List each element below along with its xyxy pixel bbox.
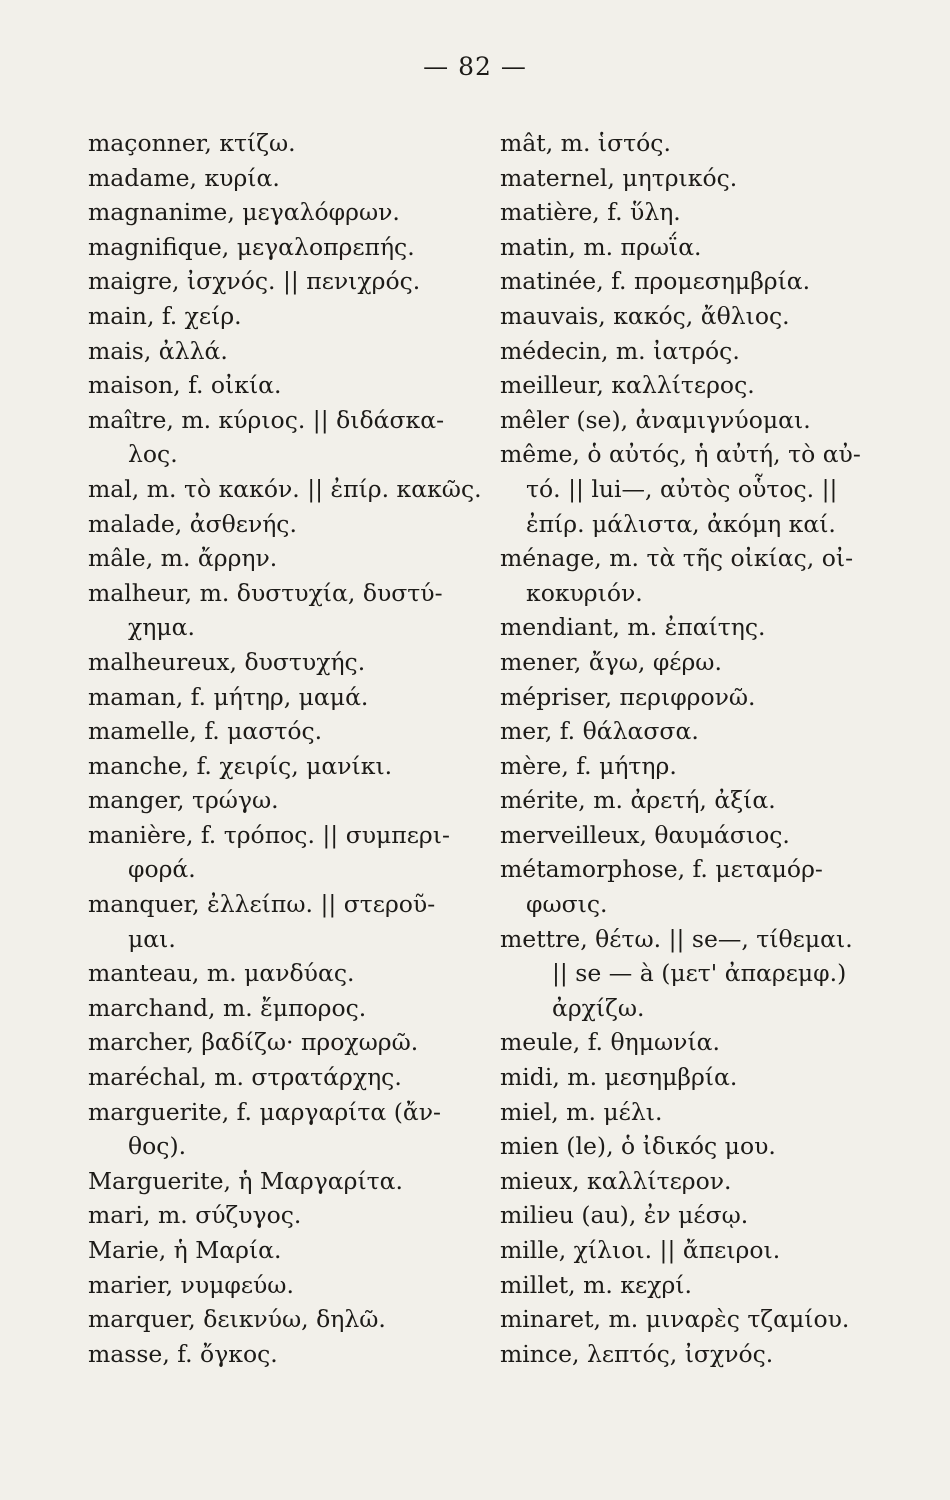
dictionary-entry-continuation: θος).	[128, 1132, 187, 1161]
dictionary-entry: mépriser, περιφρονῶ.	[500, 682, 756, 711]
dictionary-entry: marcher, βαδίζω· προχωρῶ.	[88, 1028, 419, 1057]
dictionary-entry: maître, m. κύριος. || διδάσκα-	[88, 405, 445, 434]
dictionary-entry: meule, f. θημωνία.	[500, 1028, 720, 1057]
dictionary-entry: matinée, f. προμεσημβρία.	[500, 267, 811, 296]
dictionary-entry: mât, m. ἱστός.	[500, 129, 671, 157]
right-column	[500, 126, 920, 1371]
dictionary-entry-continuation: κοκυριόν.	[526, 578, 643, 607]
dictionary-entry-continuation: φορά.	[128, 855, 196, 884]
dictionary-entry: maternel, μητρικός.	[500, 163, 738, 192]
dictionary-entry: mener, ἄγω, φέρω.	[500, 647, 722, 676]
dictionary-entry: matin, m. πρωΐα.	[500, 232, 702, 261]
dictionary-entry: maman, f. μήτηρ, μαμά.	[88, 682, 369, 711]
dictionary-entry: manger, τρώγω.	[88, 786, 279, 815]
dictionary-entry: manquer, ἐλλείπω. || στεροῦ-	[88, 890, 436, 919]
dictionary-entry: midi, m. μεσημβρία.	[500, 1063, 738, 1092]
dictionary-entry: matière, f. ὕλη.	[500, 198, 681, 227]
dictionary-entry: mettre, θέτω. || se—, τίθεμαι.	[500, 924, 853, 953]
dictionary-entry: mâle, m. ἄρρην.	[88, 544, 278, 573]
dictionary-entry: mince, λεπτός, ἰσχνός.	[500, 1339, 774, 1368]
dictionary-entry: mauvais, κακός, ἄθλιος.	[500, 301, 790, 330]
dictionary-entry: manteau, m. μανδύας.	[88, 959, 355, 988]
dictionary-entry: mari, m. σύζυγος.	[88, 1201, 302, 1230]
dictionary-entry: manière, f. τρόπος. || συμπερι-	[88, 820, 450, 849]
dictionary-entry: mieux, καλλίτερον.	[500, 1166, 732, 1195]
dictionary-entry: mendiant, m. ἐπαίτης.	[500, 613, 766, 642]
dictionary-entry: malade, ἀσθενής.	[88, 509, 297, 538]
dictionary-entry: Marguerite, ἡ Μαργαρίτα.	[88, 1166, 404, 1195]
dictionary-entry-continuation: μαι.	[128, 924, 176, 953]
dictionary-entry: malheur, m. δυστυχία, δυστύ-	[88, 578, 443, 607]
dictionary-entry: manche, f. χειρίς, μανίκι.	[88, 751, 393, 780]
dictionary-entry: marier, νυμφεύω.	[88, 1270, 294, 1299]
dictionary-entry: minaret, m. μιναρὲς τζαμίου.	[500, 1305, 850, 1334]
dictionary-entry: mêler (se), ἀναμιγνύομαι.	[500, 405, 811, 434]
dictionary-entry: marquer, δεικνύω, δηλῶ.	[88, 1305, 386, 1334]
dictionary-entry: mille, χίλιοι. || ἄπειροι.	[500, 1236, 781, 1264]
left-column	[88, 126, 493, 1371]
page-number: — 82 —	[423, 52, 527, 81]
dictionary-entry-continuation: χημα.	[128, 613, 195, 642]
dictionary-entry: meilleur, καλλίτερος.	[500, 371, 755, 400]
dictionary-entry: médecin, m. ἰατρός.	[500, 336, 740, 365]
dictionary-entry: même, ὁ αὐτός, ἡ αὐτή, τὸ αὐ-	[500, 440, 861, 469]
dictionary-entry-continuation: τό. || lui—, αὐτὸς οὗτος. ||	[526, 474, 838, 503]
dictionary-entry: métamorphose, f. μεταμόρ-	[500, 855, 823, 884]
dictionary-entry-continuation: λος.	[128, 440, 178, 469]
dictionary-entry: mamelle, f. μαστός.	[88, 717, 323, 746]
dictionary-entry: marchand, m. ἔμπορος.	[88, 993, 367, 1022]
dictionary-entry: marguerite, f. μαργαρίτα (ἄν-	[88, 1097, 441, 1126]
dictionary-entry: milieu (au), ἐν μέσῳ.	[500, 1201, 749, 1230]
dictionary-entry: main, f. χείρ.	[88, 301, 242, 330]
dictionary-entry: madame, κυρία.	[88, 163, 280, 192]
dictionary-entry: maçonner, κτίζω.	[88, 129, 296, 157]
dictionary-entry: mal, m. τὸ κακόν. || ἐπίρ. κακῶς.	[88, 474, 482, 503]
dictionary-entry: maigre, ἰσχνός. || πενιχρός.	[88, 267, 421, 296]
dictionary-entry: miel, m. μέλι.	[500, 1097, 663, 1126]
dictionary-entry: Marie, ἡ Μαρία.	[88, 1236, 282, 1264]
dictionary-entry: mérite, m. ἀρετή, ἀξία.	[500, 786, 776, 815]
dictionary-entry: mer, f. θάλασσα.	[500, 717, 699, 746]
dictionary-entry: magnanime, μεγαλόφρων.	[88, 198, 400, 227]
dictionary-entry: maréchal, m. στρατάρχης.	[88, 1063, 402, 1092]
dictionary-entry: merveilleux, θαυμάσιος.	[500, 820, 790, 849]
dictionary-entry-continuation: ἐπίρ. μάλιστα, ἀκόμη καί.	[526, 509, 836, 538]
dictionary-entry: magnifique, μεγαλοπρεπής.	[88, 232, 415, 261]
dictionary-entry: mère, f. μήτηρ.	[500, 751, 677, 780]
dictionary-entry: mien (le), ὁ ἰδικός μου.	[500, 1132, 776, 1161]
dictionary-entry-continuation: φωσις.	[526, 890, 608, 919]
dictionary-entry: malheureux, δυστυχής.	[88, 647, 366, 676]
dictionary-entry: mais, ἀλλά.	[88, 336, 228, 365]
dictionary-entry: maison, f. οἰκία.	[88, 371, 282, 400]
dictionary-entry: masse, f. ὄγκος.	[88, 1339, 278, 1368]
dictionary-entry: millet, m. κεχρί.	[500, 1270, 692, 1299]
dictionary-entry-continuation: ἀρχίζω.	[552, 993, 645, 1022]
dictionary-entry: ménage, m. τὰ τῆς οἰκίας, οἰ-	[500, 544, 854, 573]
dictionary-entry-continuation: || se — à (μετ' ἀπαρεμφ.)	[552, 959, 847, 988]
